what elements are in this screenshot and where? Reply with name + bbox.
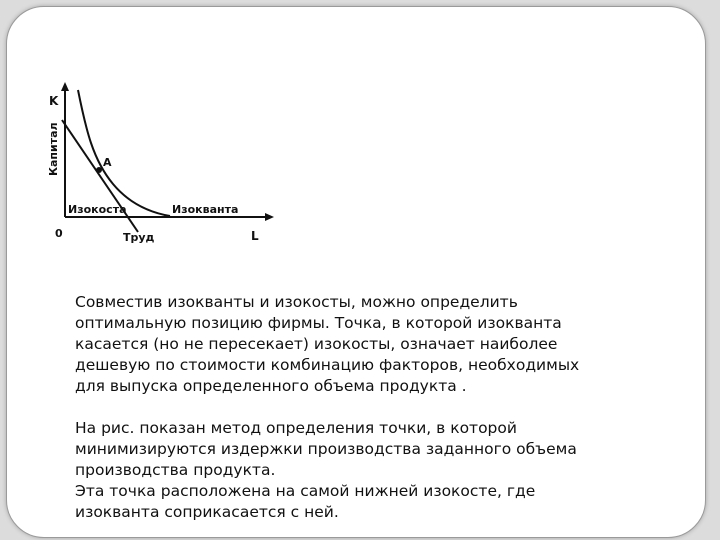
origin-label: 0 — [55, 227, 63, 240]
y-axis-arrow — [61, 82, 69, 91]
axis-x-symbol: L — [251, 229, 259, 243]
paragraph-optimal-position: Совместив изокванты и изокосты, можно определить оптимальную позицию фирмы. Точка, в которой изокванта касается (но не пересекает) изокосты, означает наиболее дешевую по стоимости комбинацию факторов, необходимых для выпуска определенного объема продукта . — [75, 293, 580, 395]
x-axis-arrow — [265, 213, 274, 221]
axis-x-label: Труд — [123, 231, 155, 244]
isoquant-curve — [78, 90, 170, 216]
axis-y-label: Капитал — [47, 122, 60, 176]
point-a-label: A — [103, 156, 112, 169]
isoquant-label: Изокванта — [172, 203, 239, 216]
tangency-point-a — [96, 167, 102, 173]
body-text — [75, 292, 685, 523]
axis-y-symbol: K — [49, 94, 59, 108]
isoquant-isocost-diagram — [35, 80, 280, 250]
paragraph-cost-minimization: На рис. показан метод определения точки, в которой минимизируются издержки производства заданного объема производства продукта. Эта точка расположена на самой нижней изокосте, где изокванта соприкасается с ней. — [75, 419, 577, 521]
isocost-label: Изокоста — [68, 203, 127, 216]
